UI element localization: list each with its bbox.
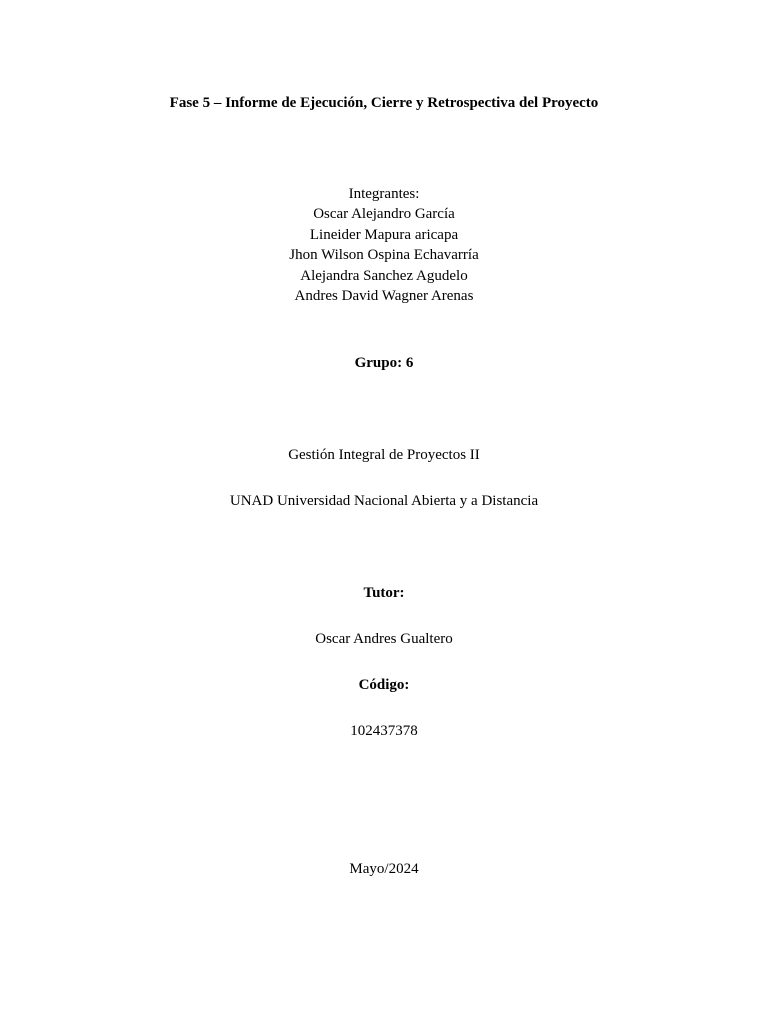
document-date: Mayo/2024: [349, 861, 419, 877]
course-name: Gestión Integral de Proyectos II: [288, 447, 480, 463]
member-name: Lineider Mapura aricapa: [309, 227, 459, 243]
member-name: Alejandra Sanchez Agudelo: [300, 268, 468, 284]
university-name: UNAD Universidad Nacional Abierta y a Distancia: [229, 493, 539, 509]
member-name: Oscar Alejandro García: [313, 206, 455, 222]
document-title: Fase 5 – Informe de Ejecución, Cierre y Retrospectiva del Proyecto: [169, 95, 599, 111]
tutor-name: Oscar Andres Gualtero: [315, 631, 453, 647]
tutor-label: Tutor:: [363, 585, 405, 601]
member-name: Jhon Wilson Ospina Echavarría: [289, 247, 479, 263]
code-value: 102437378: [350, 723, 418, 739]
member-name: Andres David Wagner Arenas: [294, 288, 474, 304]
group-number: Grupo: 6: [354, 355, 414, 371]
code-label: Código:: [358, 677, 410, 693]
members-label: Integrantes:: [348, 186, 420, 202]
